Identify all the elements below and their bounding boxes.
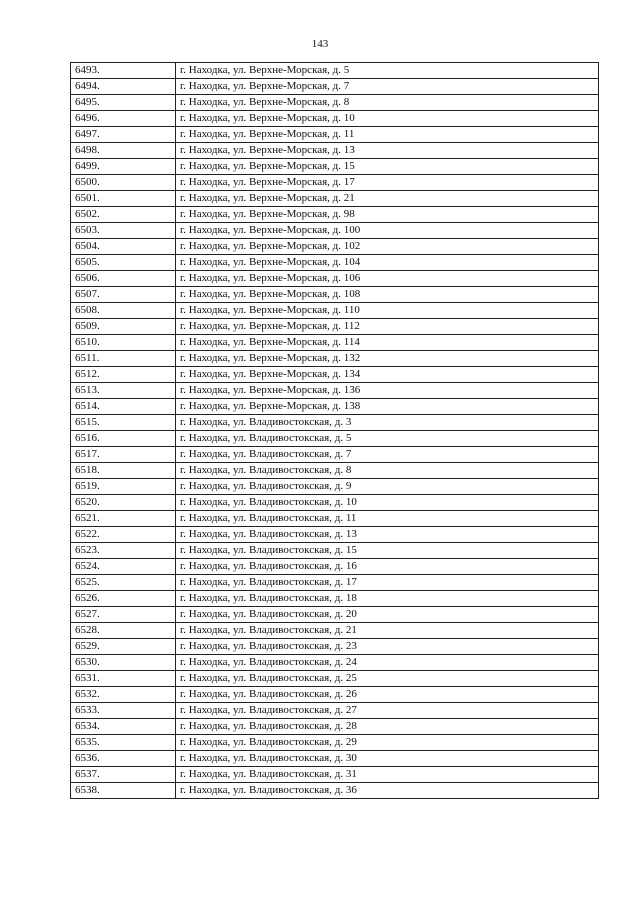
address-cell: г. Находка, ул. Владивостокская, д. 13 [176, 527, 599, 543]
table-row [71, 767, 599, 783]
address-cell: г. Находка, ул. Верхне-Морская, д. 112 [176, 319, 599, 335]
table-row [71, 271, 599, 287]
address-table [70, 62, 599, 799]
table-row [71, 559, 599, 575]
row-number-cell: 6508. [71, 303, 176, 319]
address-cell: г. Находка, ул. Владивостокская, д. 31 [176, 767, 599, 783]
address-cell: г. Находка, ул. Верхне-Морская, д. 110 [176, 303, 599, 319]
row-number-cell: 6538. [71, 783, 176, 799]
table-row [71, 79, 599, 95]
row-number-cell: 6500. [71, 175, 176, 191]
table-row [71, 655, 599, 671]
address-cell: г. Находка, ул. Верхне-Морская, д. 5 [176, 63, 599, 79]
table-row [71, 623, 599, 639]
table-row [71, 175, 599, 191]
row-number-cell: 6513. [71, 383, 176, 399]
address-cell: г. Находка, ул. Верхне-Морская, д. 7 [176, 79, 599, 95]
address-cell: г. Находка, ул. Владивостокская, д. 36 [176, 783, 599, 799]
table-row [71, 607, 599, 623]
page-number: 143 [311, 38, 329, 50]
table-row [71, 527, 599, 543]
row-number-cell: 6523. [71, 543, 176, 559]
table-row [71, 415, 599, 431]
table-row [71, 239, 599, 255]
table-row [71, 335, 599, 351]
address-cell: г. Находка, ул. Верхне-Морская, д. 134 [176, 367, 599, 383]
address-cell: г. Находка, ул. Владивостокская, д. 10 [176, 495, 599, 511]
table-row [71, 479, 599, 495]
table-row [71, 63, 599, 79]
row-number-cell: 6525. [71, 575, 176, 591]
table-row [71, 591, 599, 607]
address-cell: г. Находка, ул. Верхне-Морская, д. 108 [176, 287, 599, 303]
address-cell: г. Находка, ул. Верхне-Морская, д. 132 [176, 351, 599, 367]
address-cell: г. Находка, ул. Верхне-Морская, д. 102 [176, 239, 599, 255]
address-cell: г. Находка, ул. Верхне-Морская, д. 104 [176, 255, 599, 271]
table-row [71, 719, 599, 735]
address-cell: г. Находка, ул. Верхне-Морская, д. 138 [176, 399, 599, 415]
address-cell: г. Находка, ул. Владивостокская, д. 7 [176, 447, 599, 463]
address-cell: г. Находка, ул. Верхне-Морская, д. 21 [176, 191, 599, 207]
address-cell: г. Находка, ул. Верхне-Морская, д. 13 [176, 143, 599, 159]
address-cell: г. Находка, ул. Владивостокская, д. 25 [176, 671, 599, 687]
address-cell: г. Находка, ул. Владивостокская, д. 18 [176, 591, 599, 607]
row-number-cell: 6516. [71, 431, 176, 447]
row-number-cell: 6517. [71, 447, 176, 463]
address-cell: г. Находка, ул. Владивостокская, д. 11 [176, 511, 599, 527]
table-row [71, 511, 599, 527]
table-row [71, 399, 599, 415]
address-cell: г. Находка, ул. Верхне-Морская, д. 106 [176, 271, 599, 287]
row-number-cell: 6518. [71, 463, 176, 479]
address-cell: г. Находка, ул. Владивостокская, д. 30 [176, 751, 599, 767]
table-row [71, 287, 599, 303]
row-number-cell: 6521. [71, 511, 176, 527]
address-cell: г. Находка, ул. Верхне-Морская, д. 136 [176, 383, 599, 399]
address-cell: г. Находка, ул. Владивостокская, д. 26 [176, 687, 599, 703]
table-row [71, 351, 599, 367]
table-row [71, 575, 599, 591]
row-number-cell: 6494. [71, 79, 176, 95]
address-cell: г. Находка, ул. Владивостокская, д. 23 [176, 639, 599, 655]
table-row [71, 223, 599, 239]
row-number-cell: 6529. [71, 639, 176, 655]
table-row [71, 143, 599, 159]
table-row [71, 447, 599, 463]
row-number-cell: 6537. [71, 767, 176, 783]
row-number-cell: 6533. [71, 703, 176, 719]
address-cell: г. Находка, ул. Верхне-Морская, д. 15 [176, 159, 599, 175]
row-number-cell: 6507. [71, 287, 176, 303]
row-number-cell: 6502. [71, 207, 176, 223]
row-number-cell: 6499. [71, 159, 176, 175]
row-number-cell: 6519. [71, 479, 176, 495]
address-cell: г. Находка, ул. Владивостокская, д. 17 [176, 575, 599, 591]
address-cell: г. Находка, ул. Верхне-Морская, д. 10 [176, 111, 599, 127]
address-cell: г. Находка, ул. Верхне-Морская, д. 98 [176, 207, 599, 223]
row-number-cell: 6505. [71, 255, 176, 271]
table-row [71, 431, 599, 447]
address-cell: г. Находка, ул. Верхне-Морская, д. 11 [176, 127, 599, 143]
row-number-cell: 6530. [71, 655, 176, 671]
row-number-cell: 6512. [71, 367, 176, 383]
table-row [71, 127, 599, 143]
row-number-cell: 6511. [71, 351, 176, 367]
table-row [71, 783, 599, 799]
row-number-cell: 6532. [71, 687, 176, 703]
address-cell: г. Находка, ул. Верхне-Морская, д. 17 [176, 175, 599, 191]
address-cell: г. Находка, ул. Владивостокская, д. 3 [176, 415, 599, 431]
address-cell: г. Находка, ул. Верхне-Морская, д. 100 [176, 223, 599, 239]
address-cell: г. Находка, ул. Верхне-Морская, д. 8 [176, 95, 599, 111]
address-cell: г. Находка, ул. Владивостокская, д. 29 [176, 735, 599, 751]
address-cell: г. Находка, ул. Владивостокская, д. 9 [176, 479, 599, 495]
row-number-cell: 6498. [71, 143, 176, 159]
row-number-cell: 6506. [71, 271, 176, 287]
table-row [71, 303, 599, 319]
row-number-cell: 6497. [71, 127, 176, 143]
address-cell: г. Находка, ул. Владивостокская, д. 15 [176, 543, 599, 559]
row-number-cell: 6495. [71, 95, 176, 111]
row-number-cell: 6522. [71, 527, 176, 543]
row-number-cell: 6493. [71, 63, 176, 79]
row-number-cell: 6510. [71, 335, 176, 351]
table-row [71, 495, 599, 511]
table-row [71, 671, 599, 687]
row-number-cell: 6504. [71, 239, 176, 255]
table-row [71, 319, 599, 335]
table-row [71, 159, 599, 175]
address-cell: г. Находка, ул. Владивостокская, д. 21 [176, 623, 599, 639]
table-row [71, 687, 599, 703]
row-number-cell: 6534. [71, 719, 176, 735]
table-row [71, 751, 599, 767]
row-number-cell: 6528. [71, 623, 176, 639]
address-table-body [71, 63, 599, 799]
row-number-cell: 6524. [71, 559, 176, 575]
table-row [71, 191, 599, 207]
row-number-cell: 6515. [71, 415, 176, 431]
address-cell: г. Находка, ул. Владивостокская, д. 27 [176, 703, 599, 719]
row-number-cell: 6536. [71, 751, 176, 767]
table-row [71, 463, 599, 479]
row-number-cell: 6509. [71, 319, 176, 335]
table-row [71, 367, 599, 383]
table-row [71, 207, 599, 223]
address-cell: г. Находка, ул. Владивостокская, д. 8 [176, 463, 599, 479]
row-number-cell: 6531. [71, 671, 176, 687]
address-cell: г. Находка, ул. Владивостокская, д. 5 [176, 431, 599, 447]
row-number-cell: 6535. [71, 735, 176, 751]
table-row [71, 383, 599, 399]
table-row [71, 735, 599, 751]
address-cell: г. Находка, ул. Верхне-Морская, д. 114 [176, 335, 599, 351]
row-number-cell: 6527. [71, 607, 176, 623]
address-cell: г. Находка, ул. Владивостокская, д. 24 [176, 655, 599, 671]
row-number-cell: 6520. [71, 495, 176, 511]
row-number-cell: 6496. [71, 111, 176, 127]
table-row [71, 639, 599, 655]
table-row [71, 543, 599, 559]
address-cell: г. Находка, ул. Владивостокская, д. 20 [176, 607, 599, 623]
row-number-cell: 6501. [71, 191, 176, 207]
row-number-cell: 6526. [71, 591, 176, 607]
table-row [71, 703, 599, 719]
table-row [71, 95, 599, 111]
address-cell: г. Находка, ул. Владивостокская, д. 28 [176, 719, 599, 735]
row-number-cell: 6514. [71, 399, 176, 415]
address-cell: г. Находка, ул. Владивостокская, д. 16 [176, 559, 599, 575]
table-row [71, 111, 599, 127]
table-row [71, 255, 599, 271]
row-number-cell: 6503. [71, 223, 176, 239]
